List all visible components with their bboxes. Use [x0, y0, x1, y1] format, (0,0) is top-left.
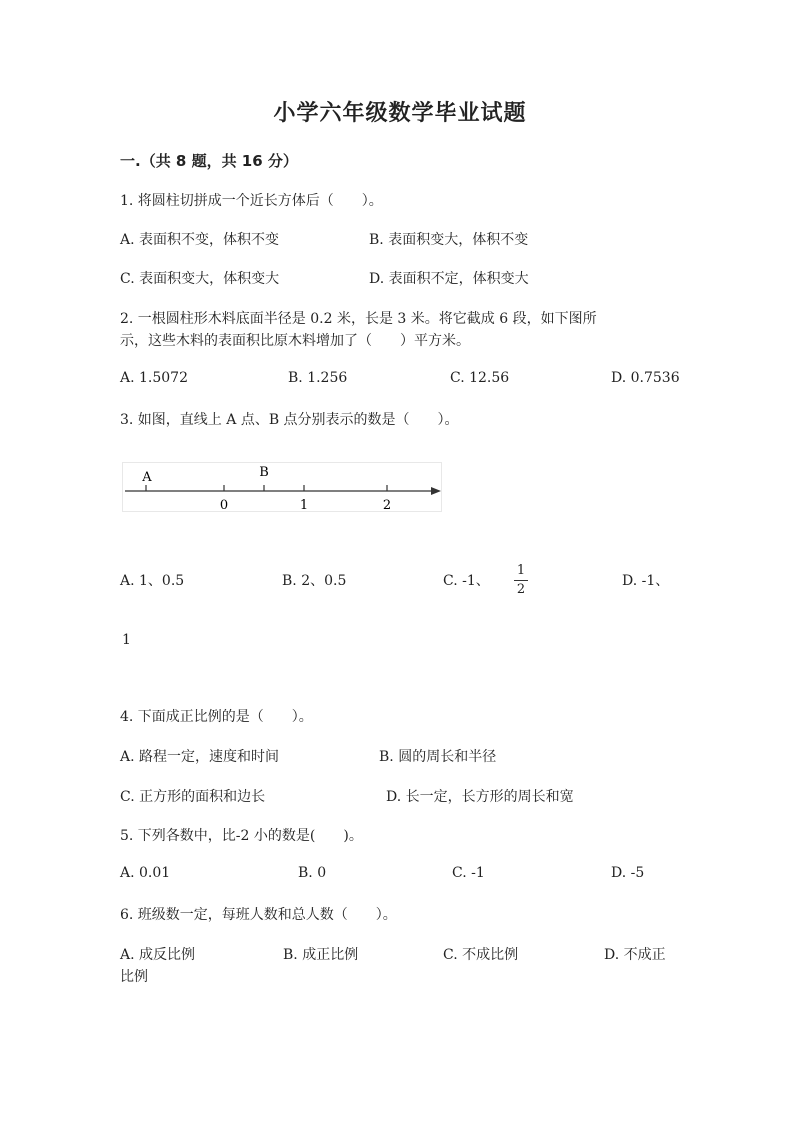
question-3-stem: 3. 如图，直线上 A 点、B 点分别表示的数是（ ）。 [120, 412, 459, 428]
q3-option-c: C. -1、 [443, 573, 490, 589]
q3-option-b: B. 2、0.5 [282, 573, 347, 589]
q4-option-b: B. 圆的周长和半径 [379, 749, 497, 765]
question-2-stem-line1: 2. 一根圆柱形木料底面半径是 0.2 米，长是 3 米。将它截成 6 段，如下图所 [120, 311, 597, 327]
number-line-arrow [431, 487, 441, 495]
number-line-figure [122, 462, 442, 512]
q5-option-b: B. 0 [298, 865, 327, 881]
fraction-denominator: 2 [516, 581, 526, 597]
q6-option-c: C. 不成比例 [443, 947, 519, 963]
q4-option-d: D. 长一定，长方形的周长和宽 [386, 789, 574, 805]
q2-option-c: C. 12.56 [450, 370, 510, 386]
fraction-numerator: 1 [516, 563, 526, 578]
q5-option-c: C. -1 [452, 865, 485, 881]
fraction-bar [514, 580, 528, 581]
q6-option-b: B. 成正比例 [283, 947, 359, 963]
question-2-stem-line2: 示，这些木料的表面积比原木料增加了（ ）平方米。 [120, 333, 470, 349]
page-title: 小学六年级数学毕业试题 [273, 101, 527, 126]
tick-label-0: 0 [219, 498, 229, 511]
question-4-stem: 4. 下面成正比例的是（ ）。 [120, 709, 313, 725]
q1-option-b: B. 表面积变大，体积不变 [369, 232, 529, 248]
question-6-stem: 6. 班级数一定，每班人数和总人数（ ）。 [120, 907, 397, 923]
label-b: B [259, 465, 269, 480]
tick-label-2: 2 [382, 498, 392, 511]
tick-label-1: 1 [299, 498, 309, 511]
q1-option-c: C. 表面积变大，体积变大 [120, 271, 280, 287]
q3-option-c-fraction [514, 564, 528, 596]
q2-option-a: A. 1.5072 [120, 370, 188, 386]
q5-option-a: A. 0.01 [120, 865, 171, 881]
q1-option-d: D. 表面积不定，体积变大 [369, 271, 529, 287]
q2-option-d: D. 0.7536 [611, 370, 680, 386]
question-5-stem: 5. 下列各数中，比-2 小的数是( )。 [120, 828, 363, 844]
q6-option-d-continued: 比例 [120, 969, 148, 985]
q3-option-a: A. 1、0.5 [120, 573, 185, 589]
q2-option-b: B. 1.256 [288, 370, 348, 386]
q4-option-a: A. 路程一定，速度和时间 [120, 749, 280, 765]
q4-option-c: C. 正方形的面积和边长 [120, 789, 266, 805]
q3-option-d-continued: 1 [122, 632, 131, 648]
q6-option-a: A. 成反比例 [120, 947, 196, 963]
question-1-stem: 1. 将圆柱切拼成一个近长方体后（ ）。 [120, 193, 383, 209]
section-header: 一.（共 8 题，共 16 分） [120, 152, 298, 170]
q1-option-a: A. 表面积不变，体积不变 [120, 232, 280, 248]
label-a: A [142, 470, 152, 485]
q6-option-d: D. 不成正 [604, 947, 666, 963]
q5-option-d: D. -5 [611, 865, 645, 881]
q3-option-d: D. -1、 [622, 573, 670, 589]
